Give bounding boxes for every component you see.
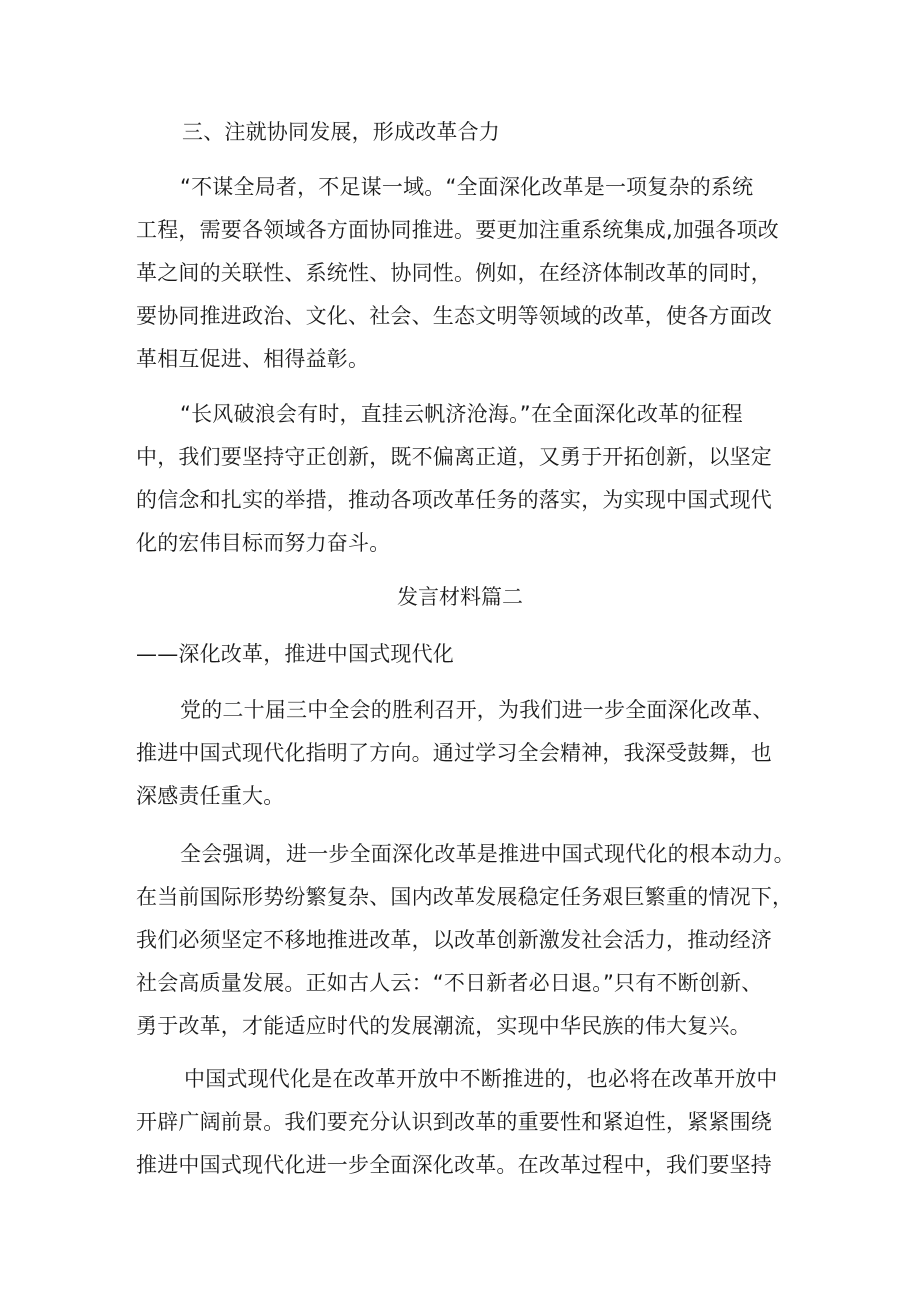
paragraph-5	[136, 1058, 796, 1187]
paragraph-line: 推进中国式现代化进一步全面深化改革。在改革过程中，我们要坚持	[136, 1153, 772, 1177]
paragraph-line: 开辟广阔前景。我们要充分认识到改革的重要性和紧迫性，紧紧围绕	[136, 1110, 772, 1134]
paragraph-line: “不谋全局者，不足谋一域。“全面深化改革是一项复杂的系统	[180, 175, 754, 199]
paragraph-line: 社会高质量发展。正如古人云：“不日新者必日退。”只有不断创新、	[136, 971, 763, 995]
paragraph-3	[136, 689, 796, 818]
section-heading-text: 三、注就协同发展，形成改革合力	[182, 120, 500, 144]
article-title: 发言材料篇二	[397, 585, 523, 609]
article-subtitle-text: ——深化改革，推进中国式现代化	[136, 642, 454, 666]
paragraph-line: 勇于改革，才能适应时代的发展潮流，实现中华民族的伟大复兴。	[136, 1014, 751, 1038]
paragraph-line: 要协同推进政治、文化、社会、生态文明等领域的改革，使各方面改	[136, 304, 772, 328]
paragraph-4	[136, 833, 796, 1048]
paragraph-line: 深感责任重大。	[136, 784, 285, 808]
section-heading	[182, 111, 842, 154]
paragraph-line: 工程，需要各领域各方面协同推进。要更加注重系统集成,加强各项改	[136, 218, 779, 242]
paragraph-2	[136, 393, 796, 565]
paragraph-line: 中，我们要坚持守正创新，既不偏离正道，又勇于开拓创新，以坚定	[136, 445, 772, 469]
paragraph-line: 全会强调，进一步全面深化改革是推进中国式现代化的根本动力。	[180, 842, 795, 866]
article-subtitle	[136, 633, 796, 676]
paragraph-line: 化的宏伟目标而努力奋斗。	[136, 531, 391, 555]
paragraph-line: 的信念和扎实的举措，推动各项改革任务的落实，为实现中国式现代	[136, 488, 772, 512]
paragraph-line: 党的二十届三中全会的胜利召开，为我们进一步全面深化改革、	[180, 698, 774, 722]
paragraph-1	[136, 166, 796, 381]
paragraph-line: 在当前国际形势纷繁复杂、国内改革发展稳定任务艰巨繁重的情况下，	[136, 885, 794, 909]
paragraph-line: 推进中国式现代化指明了方向。通过学习全会精神，我深受鼓舞，也	[136, 741, 772, 765]
paragraph-line: 我们必须坚定不移地推进改革，以改革创新激发社会活力，推动经济	[136, 928, 772, 952]
paragraph-line: “长风破浪会有时，直挂云帆济沧海。”在全面深化改革的征程	[180, 402, 743, 426]
paragraph-line: 革相互促进、相得益彰。	[136, 347, 370, 371]
paragraph-line: 革之间的关联性、系统性、协同性。例如，在经济体制改革的同时，	[136, 261, 772, 285]
paragraph-line: 中国式现代化是在改革开放中不断推进的，也必将在改革开放中	[184, 1067, 778, 1091]
